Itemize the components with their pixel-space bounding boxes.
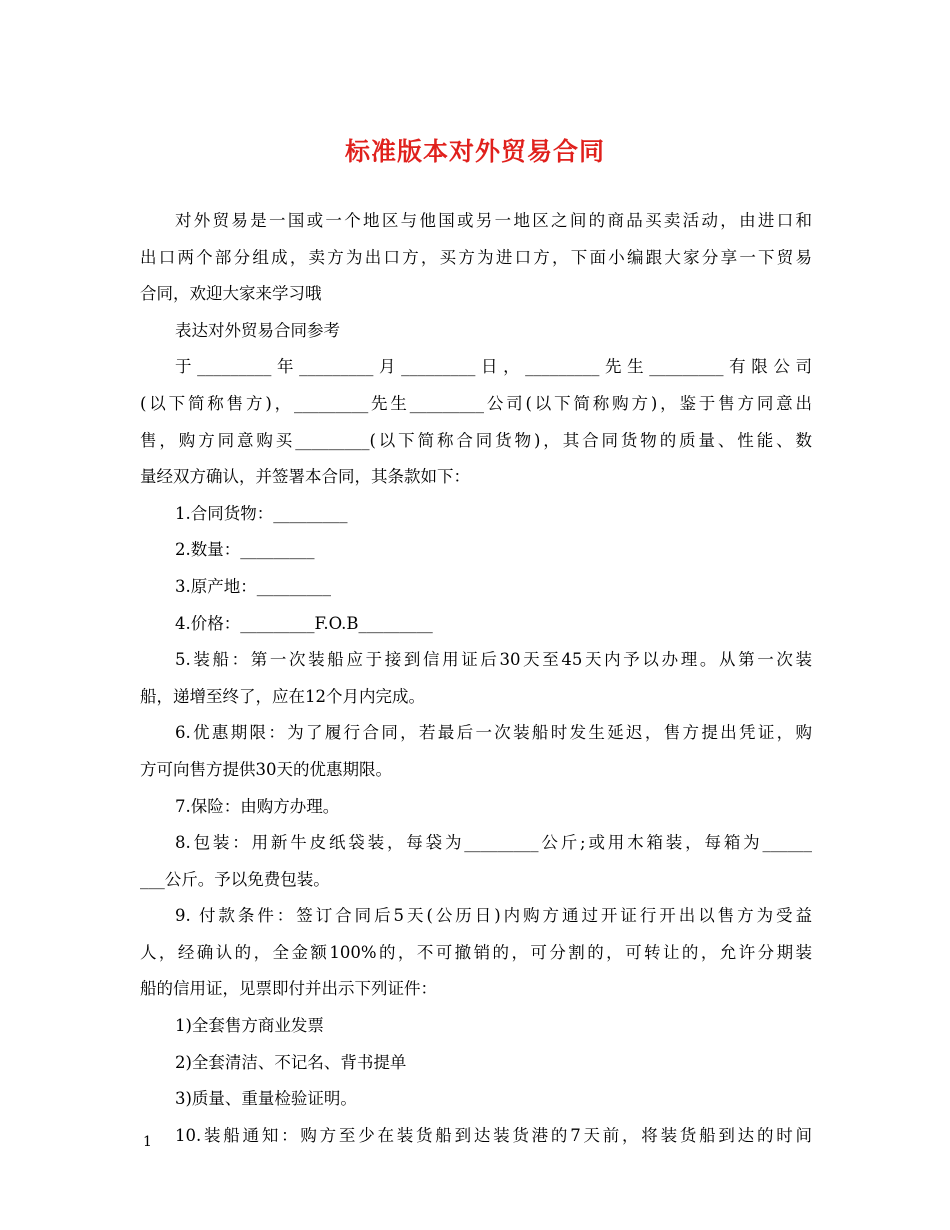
clause-8-line: 8.包装：用新牛皮纸袋装，每袋为_________公斤;或用木箱装，每箱为______ [175,833,812,853]
preamble-line: 于_________年_________月_________日，_________先生_________有限公司 [175,357,812,377]
page-number: 1 [143,1134,152,1150]
clause-5-line: 船，递增至终了，应在12个月内完成。 [140,686,425,706]
clause-10-line: 10.装船通知：购方至少在装货船到达装货港的7天前，将装货船到达的时间 [175,1125,812,1145]
intro-line: 对外贸易是一国或一个地区与他国或另一地区之间的商品买卖活动，由进口和 [175,211,812,230]
document-list-item: 3)质量、重量检验证明。 [175,1089,357,1109]
document-list-item: 1)全套售方商业发票 [175,1016,324,1036]
clause-2: 2.数量：_________ [175,540,315,560]
subtitle: 表达对外贸易合同参考 [175,320,340,340]
preamble-line: 量经双方确认，并签署本合同，其条款如下： [140,467,470,487]
intro-line: 合同，欢迎大家来学习哦 [140,284,322,304]
clause-5-line: 5.装船：第一次装船应于接到信用证后30天至45天内予以办理。从第一次装 [175,650,812,670]
clause-6-line: 方可向售方提供30天的优惠期限。 [140,759,392,779]
clause-9-line: 船的信用证，见票即付并出示下列证件： [140,979,437,999]
document-list-item: 2)全套清洁、不记名、背书提单 [175,1052,407,1072]
intro-line: 出口两个部分组成，卖方为出口方，买方为进口方，下面小编跟大家分享一下贸易 [140,247,812,267]
clause-1: 1.合同货物：_________ [175,503,348,523]
clause-3: 3.原产地：_________ [175,576,331,596]
preamble-line: (以下简称售方)，_________先生_________公司(以下简称购方)，鉴于售方同意出 [140,393,812,413]
clause-9-line: 人，经确认的，全金额100%的，不可撤销的，可分割的，可转让的，允许分期装 [140,942,812,962]
document-title: 标准版本对外贸易合同 [344,137,605,166]
clause-7: 7.保险：由购方办理。 [175,796,340,816]
clause-6-line: 6.优惠期限：为了履行合同，若最后一次装船时发生延迟，售方提出凭证，购 [175,723,812,743]
preamble-line: 售，购方同意购买_________(以下简称合同货物)，其合同货物的质量、性能、数 [140,430,812,450]
clause-9-line: 9. 付款条件：签订合同后5天(公历日)内购方通过开证行开出以售方为受益 [175,906,812,926]
clause-4: 4.价格：_________F.O.B_________ [175,613,433,633]
document-body [140,203,812,1154]
clause-8-line: ___公斤。予以免费包装。 [140,869,330,889]
